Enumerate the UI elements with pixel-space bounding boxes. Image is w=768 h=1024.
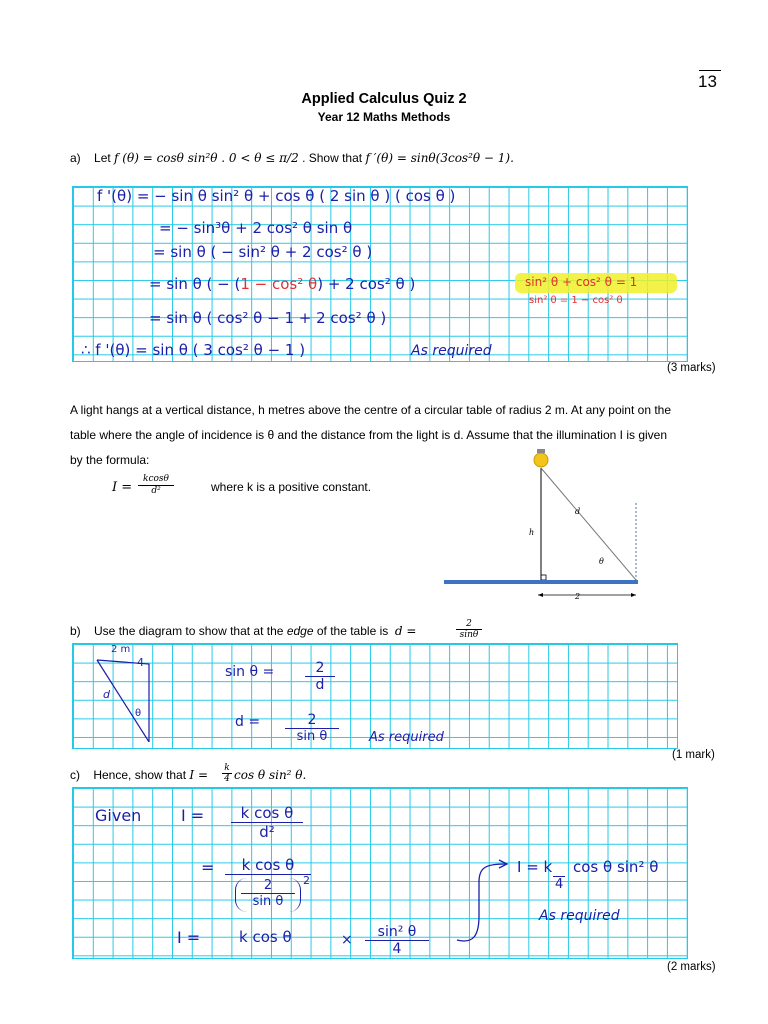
result-lhs: I = k bbox=[517, 858, 553, 876]
inner-num: 2 bbox=[241, 878, 295, 894]
times-sign: × bbox=[341, 932, 353, 948]
part-c-fraction bbox=[222, 763, 232, 784]
d-eq-den: sin θ bbox=[296, 729, 328, 744]
given-label: Given bbox=[95, 806, 142, 825]
label-theta: θ bbox=[599, 557, 604, 566]
right-angle-mark bbox=[541, 575, 546, 580]
working-line-2: = − sin³θ + 2 cos² θ sin θ bbox=[159, 219, 353, 237]
working-line-6: ∴ f '(θ) = sin θ ( 3 cos² θ − 1 ) bbox=[81, 341, 306, 359]
working-line-4-red: 1 − cos² θ bbox=[240, 275, 318, 293]
context-line-1: A light hangs at a vertical distance, h metres above the centre of a circular table of radius 2 m. At any point on the bbox=[70, 403, 672, 417]
part-a-target: f ′(θ) = sinθ(3cos²θ − 1). bbox=[365, 151, 514, 165]
square-exponent: 2 bbox=[303, 874, 310, 887]
fraction-3-num: sin² θ bbox=[365, 924, 429, 941]
inner-fraction bbox=[241, 878, 295, 909]
table-top bbox=[444, 580, 638, 584]
score: 13 bbox=[698, 72, 717, 91]
part-c-lhs: I = bbox=[189, 768, 209, 782]
part-a-working-grid bbox=[72, 186, 688, 362]
part-b-d-eq: d = bbox=[394, 624, 417, 638]
formula-where: where k is a positive constant. bbox=[211, 480, 372, 494]
fraction-1 bbox=[231, 804, 303, 841]
triangle-top-label: 2 m bbox=[111, 644, 131, 655]
page-subtitle: Year 12 Maths Methods bbox=[317, 110, 451, 124]
identity-highlight: sin² θ + cos² θ = 1 bbox=[525, 275, 638, 289]
eq-2: = bbox=[201, 858, 215, 877]
triangle-d-label: d bbox=[103, 688, 110, 701]
part-c-target-rest: cos θ sin² θ. bbox=[234, 768, 307, 782]
sin-eq-den: d bbox=[315, 677, 325, 693]
part-c-marks: (2 marks) bbox=[667, 961, 716, 973]
part-c-prompt bbox=[70, 768, 208, 782]
working-line-4-start: = sin θ ( − ( bbox=[149, 275, 241, 293]
as-required-b: As required bbox=[369, 730, 444, 745]
triangle-theta-label: θ bbox=[135, 708, 142, 719]
d-eq-num: 2 bbox=[285, 712, 339, 729]
context-line-3: by the formula: bbox=[70, 453, 150, 467]
fraction-2 bbox=[225, 856, 311, 909]
part-c-label: c) bbox=[70, 768, 80, 782]
label-2: 2 bbox=[575, 592, 581, 601]
k-cos-term: k cos θ bbox=[239, 928, 292, 946]
part-c-working-grid bbox=[72, 787, 688, 959]
distance-line bbox=[541, 468, 636, 580]
i-eq-1: I = bbox=[181, 806, 205, 825]
formula-fraction bbox=[138, 474, 174, 496]
part-b-marks: (1 mark) bbox=[672, 749, 715, 761]
as-required-c: As required bbox=[539, 908, 620, 924]
part-a-label: a) bbox=[70, 151, 81, 165]
result-rest: cos θ sin² θ bbox=[573, 858, 659, 876]
fraction-3 bbox=[365, 924, 429, 957]
fraction-2-num: k cos θ bbox=[225, 856, 311, 875]
fraction-1-num: k cos θ bbox=[231, 804, 303, 823]
part-b-rest: of the table is bbox=[316, 624, 389, 638]
sin-eq-fraction bbox=[305, 660, 335, 693]
context-line-2: table where the angle of incidence is θ and the distance from the light is d. Assume that the illumination I is given bbox=[70, 428, 668, 442]
part-c-frac-num: k bbox=[222, 763, 232, 774]
part-b-prompt bbox=[70, 624, 416, 638]
part-a-marks: (3 marks) bbox=[667, 362, 716, 374]
score-underline bbox=[699, 70, 721, 71]
part-b-edge: edge bbox=[286, 624, 314, 638]
sin-eq-lhs: sin θ = bbox=[225, 664, 275, 680]
sin-eq-num: 2 bbox=[305, 660, 335, 677]
page-title: Applied Calculus Quiz 2 bbox=[301, 91, 467, 107]
lamp-table-diagram bbox=[440, 448, 640, 608]
fraction-1-den: d² bbox=[259, 823, 275, 841]
part-c-text: Hence, show that bbox=[93, 768, 187, 782]
fraction-3-den: 4 bbox=[392, 941, 402, 957]
arrow-sketch bbox=[453, 856, 513, 946]
part-b-text: Use the diagram to show that at the bbox=[94, 624, 284, 638]
triangle-side-label: 4 bbox=[137, 656, 144, 669]
part-a-function: f (θ) = cosθ sin²θ . 0 < θ ≤ π/2 bbox=[114, 151, 299, 165]
part-a-show: . Show that bbox=[302, 151, 363, 165]
i-eq-3: I = bbox=[177, 928, 201, 947]
part-b-frac-num: 2 bbox=[456, 619, 482, 630]
working-line-4-end: ) + 2 cos² θ ) bbox=[317, 275, 416, 293]
result-den: 4 bbox=[555, 877, 564, 892]
d-eq-lhs: d = bbox=[235, 714, 261, 730]
part-b-frac-den: sinθ bbox=[459, 630, 479, 640]
working-line-4a bbox=[149, 275, 415, 293]
working-line-3: = sin θ ( − sin² θ + 2 cos² θ ) bbox=[153, 243, 373, 261]
working-line-1: f '(θ) = − sin θ sin² θ + cos θ ( 2 sin θ ) ( cos θ ) bbox=[97, 187, 456, 205]
inner-den: sin θ bbox=[252, 894, 284, 909]
label-d: d bbox=[575, 507, 581, 516]
as-required-a: As required bbox=[411, 343, 492, 359]
working-line-5: = sin θ ( cos² θ − 1 + 2 cos² θ ) bbox=[149, 309, 387, 327]
part-a-prompt bbox=[70, 151, 514, 165]
part-c-frac-den: 4 bbox=[224, 774, 230, 784]
part-a-let: Let bbox=[94, 151, 111, 165]
label-h: h bbox=[529, 528, 535, 537]
formula-lhs: I = bbox=[112, 480, 133, 495]
part-b-label: b) bbox=[70, 624, 81, 638]
formula-denominator: d² bbox=[151, 486, 161, 496]
part-b-working-grid bbox=[72, 643, 678, 749]
part-b-fraction bbox=[456, 619, 482, 640]
formula-numerator: kcosθ bbox=[138, 474, 174, 486]
d-eq-fraction bbox=[285, 712, 339, 744]
lamp-bulb-icon bbox=[534, 449, 548, 467]
identity-note: sin² θ = 1 − cos² θ bbox=[529, 295, 623, 306]
